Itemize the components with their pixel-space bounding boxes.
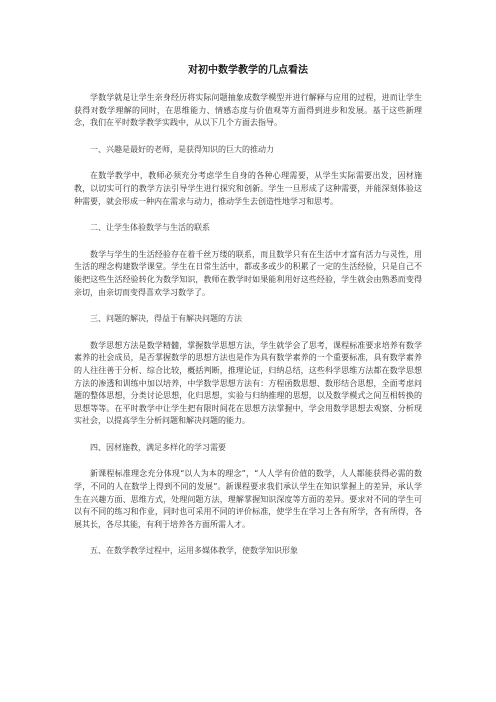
section-5-heading: 五、在数学教学过程中，运用多媒体教学，使数学知识形象 <box>90 546 298 556</box>
section-1-heading: 一、兴趣是最好的老师，是获得知识的巨大的推动力 <box>90 144 274 154</box>
section-4-heading: 四、因材施教，满足多样化的学习需要 <box>90 442 226 452</box>
section-4-body: 新课程标准理念充分体现“以人为本的理念”，“人人学有价值的数学，人人都能获得必需的数学，不同的人在数学上得到不同的发展”。新课程要求我们承认学生在知识掌握上的差异，承认学生在兴趣方面、思维方式，处理问题方法，理解掌握知识深度等方面的差异。要求对不同的学生可以有不同的练习和作业，同时也可采用不同的评价标准，使学生在学习上各有所学，各有所得，各展其长，各尽其能，有利于培养各方面所需人才。 <box>74 469 422 529</box>
document-title: 对初中数学教学的几点看法 <box>188 65 308 76</box>
section-2-body: 数学与学生的生活经验存在着千丝万缕的联系，而且数学只有在生活中才富有活力与灵性，用生活的理念构建数学课堂。学生在日常生活中，都或多或少的积累了一定的生活经验，只是自己不能把这些生活经验转化为数学知识，教师在教学时如果能利用好这些经验，学生就会由熟悉而变得亲切，由亲切而变得喜欢学习数学了。 <box>74 249 422 297</box>
section-1-body: 在数学教学中，教师必须充分考虑学生自身的各种心理需要，从学生实际需要出发，因材施教，以切实可行的教学方法引导学生进行探究和创新。学生一旦形成了这种需要，并能深刻体验这种需要，就会形成一种内在需求与动力，推动学生去创造性地学习和思考。 <box>74 171 422 206</box>
section-3-heading: 三、问题的解决，得益于有解决问题的方法 <box>90 314 242 324</box>
section-3-body: 数学思想方法是数学精髓，掌握数学思想方法，学生就学会了思考，课程标准要求培养有数学素养的社会成员，是否掌握数学的思想方法也是作为具有数学素养的一个重要标准，具有数学素养的人往往善于分析、综合比较，概括判断，推理论证，归纳总结，这些科学思维方法都在数学思想方法的渗透和训练中加以培养，中学数学思想方法有：方程函数思想、数形结合思想，全面考虑问题的整体思想，分类讨论思想，化归思想，实验与归纳推理的思想，以及数学模式之间互相转换的思想等等。在平时教学中让学生把有限时间花在思想方法掌握中，学会用数学思想去观察、分析现实社会，以提高学生分析问题和解决问题的能力。 <box>74 340 422 426</box>
section-2-heading: 二、让学生体验数学与生活的联系 <box>90 223 210 233</box>
intro-paragraph: 学数学就是让学生亲身经历将实际问题抽象成数学模型并进行解释与应用的过程，进而让学生获得对数学理解的同时，在思维能力、情感态度与价值观等方面得到进步和发展。基于这些新理念，我们在平时数学教学实践中，从以下几个方面去指导。 <box>74 93 422 128</box>
